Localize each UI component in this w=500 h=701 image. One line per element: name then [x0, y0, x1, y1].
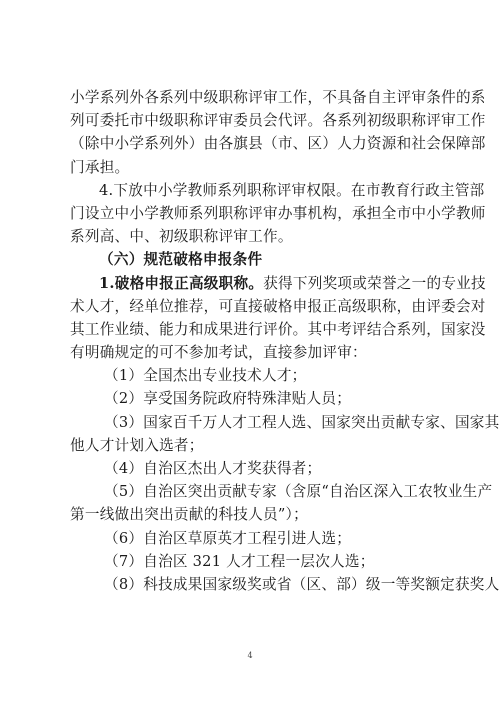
list-item: （2）享受国务院政府特殊津贴人员；: [104, 390, 352, 408]
list-item: （6）自治区草原英才工程引进人选；: [104, 529, 352, 547]
text-line: 门设立中小学教师系列职称评审办事机构，承担全市中小学教师: [70, 204, 486, 222]
list-item: （1）全国杰出专业技术人才；: [104, 367, 307, 385]
text-run: 获得下列奖项或荣誉之一的专业技: [263, 274, 486, 292]
list-item-continuation: 第一线做出突出贡献的科技人员”）；: [70, 506, 308, 524]
subheading-lead: 1.破格申报正高级职称。: [99, 274, 264, 292]
list-item: （4）自治区杰出人才奖获得者；: [104, 460, 322, 477]
page-number: 4: [247, 651, 253, 660]
list-item: （8）科技成果国家级奖或省（区、部）级一等奖额定获奖人: [104, 575, 500, 593]
section-heading: （六）规范破格申报条件: [99, 251, 263, 269]
text-line: （除中小学系列外）由各旗县（市、区）人力资源和社会保障部: [70, 135, 486, 153]
text-line: 4.下放中小学教师系列职称评审权限。在市教育行政主管部: [99, 181, 485, 199]
body-text: [70, 86, 500, 596]
text-line: 有明确规定的可不参加考试，直接参加评审：: [70, 344, 367, 362]
text-line: 小学系列外各系列中级职称评审工作，不具备自主评审条件的系: [70, 89, 486, 106]
list-item: （7）自治区 321 人才工程一层次人选；: [104, 552, 375, 570]
text-line: 门承担。: [70, 158, 130, 176]
text-line: 其工作业绩、能力和成果进行评价。其中考评结合系列，国家没: [70, 320, 486, 338]
text-line: 列可委托市中级职称评审委员会代评。各系列初级职称评审工作: [70, 112, 486, 130]
text-line: 系列高、中、初级职称评审工作。: [70, 228, 293, 246]
text-line: 术人才，经单位推荐，可直接破格申报正高级职称，由评委会对: [70, 297, 486, 315]
text-line: [70, 272, 486, 295]
list-item: （5）自治区突出贡献专家（含原“自治区深入工农牧业生产: [104, 483, 493, 501]
list-item-continuation: 他人才计划入选者；: [70, 436, 204, 454]
list-item: （3）国家百千万人才工程人选、国家突出贡献专家、国家其: [104, 413, 500, 431]
